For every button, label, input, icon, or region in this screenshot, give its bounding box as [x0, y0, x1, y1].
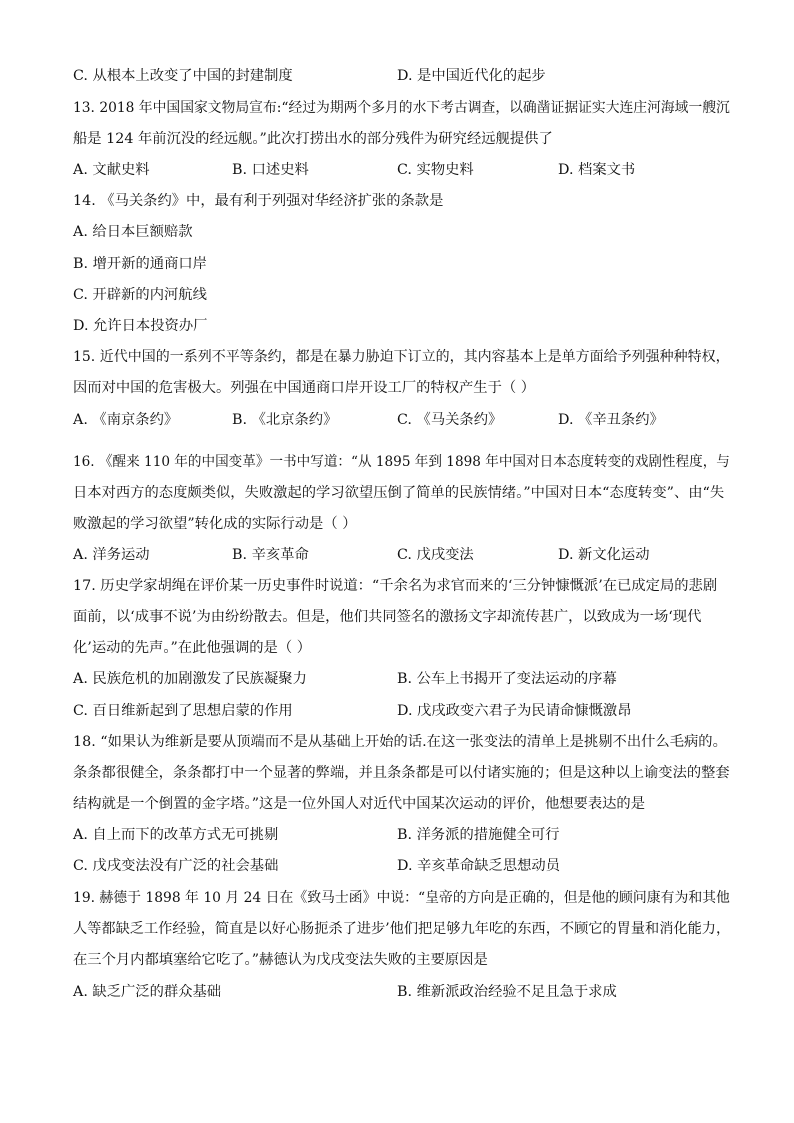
q17-stem-line-1: 17. 历史学家胡绳在评价某一历史事件时说道：“千余名为求官而来的‘三分钟慷慨派’在已成定局的悲剧	[73, 578, 718, 594]
q14-option-a: A. 给日本巨额赔款	[73, 224, 193, 240]
q16-option-b: B. 辛亥革命	[232, 547, 309, 563]
q15-stem-line-1: 15. 近代中国的一系列不平等条约，都是在暴力胁迫下订立的，其内容基本上是单方面给予列强种种特权，	[73, 349, 730, 365]
q13-option-b: B. 口述史料	[232, 162, 309, 178]
q18-option-c: C. 戊戌变法没有广泛的社会基础	[73, 858, 279, 874]
q14-option-c: C. 开辟新的内河航线	[73, 287, 207, 303]
q19-stem-line-1: 19. 赫德于 1898 年 10 月 24 日在《致马士函》中说：“皇帝的方向是正确的，但是他的顾问康有为和其他	[73, 890, 730, 906]
q15-option-b: B. 《北京条约》	[232, 412, 338, 428]
q16-stem-line-1: 16. 《醒来 110 年的中国变革》一书中写道：“从 1895 年到 1898 年中国对日本态度转变的戏剧性程度，与	[73, 454, 730, 470]
q14-option-b: B. 增开新的通商口岸	[73, 256, 207, 272]
q15-option-c: C. 《马关条约》	[397, 412, 503, 428]
q13-option-c: C. 实物史料	[397, 162, 474, 178]
q16-stem-line-2: 日本对西方的态度颇类似，失败激起的学习欲望压倒了简单的民族情绪。”中国对日本“态度转变”、由“失	[73, 485, 725, 501]
q17-stem-line-2: 面前，以‘成事不说’为由纷纷散去。但是，他们共同签名的激扬文字却流传甚广，以致成为一场‘现代	[73, 609, 702, 625]
q12-option-d: D. 是中国近代化的起步	[397, 68, 546, 84]
q19-option-a: A. 缺乏广泛的群众基础	[73, 984, 222, 1000]
q17-option-b: B. 公车上书揭开了变法运动的序幕	[397, 671, 617, 687]
q19-option-b: B. 维新派政治经验不足且急于求成	[397, 984, 617, 1000]
q12-option-c: C. 从根本上改变了中国的封建制度	[73, 68, 293, 84]
q13-option-d: D. 档案文书	[558, 162, 636, 178]
q17-option-d: D. 戊戌政变六君子为民请命慷慨激昂	[397, 703, 632, 719]
q18-option-d: D. 辛亥革命缺乏思想动员	[397, 858, 561, 874]
q18-option-a: A. 自上而下的改革方式无可挑剔	[73, 827, 279, 843]
q15-option-d: D. 《辛丑条约》	[558, 412, 664, 428]
q17-option-c: C. 百日维新起到了思想启蒙的作用	[73, 703, 293, 719]
q14-option-d: D. 允许日本投资办厂	[73, 318, 208, 334]
q16-option-a: A. 洋务运动	[73, 547, 150, 563]
q13-option-a: A. 文献史料	[73, 162, 150, 178]
q13-stem-line-1: 13. 2018 年中国国家文物局宣布:“经过为期两个多月的水下考古调查，以确凿证据证实大连庄河海域一艘沉	[73, 100, 730, 116]
q16-stem-line-3: 败激起的学习欲望”转化成的实际行动是（ ）	[73, 516, 357, 532]
q18-option-b: B. 洋务派的措施健全可行	[397, 827, 560, 843]
q18-stem-line-2: 条条都很健全，条条都打中一个显著的弊端，并且条条都是可以付诸实施的；但是这种以上谕变法的整套	[73, 765, 730, 781]
q17-stem-line-3: 化’运动的先声。”在此他强调的是（ ）	[73, 640, 311, 656]
q19-stem-line-2: 人等都缺乏工作经验，简直是以好心肠扼杀了进步’他们把足够九年吃的东西，不顾它的胃量和消化能力，	[73, 921, 731, 937]
q16-option-c: C. 戊戌变法	[397, 547, 474, 563]
q14-stem-line-1: 14. 《马关条约》中，最有利于列强对华经济扩张的条款是	[73, 193, 444, 209]
q15-option-a: A. 《南京条约》	[73, 412, 179, 428]
q15-stem-line-2: 因而对中国的危害极大。列强在中国通商口岸开设工厂的特权产生于（ ）	[73, 380, 536, 396]
q18-stem-line-1: 18. “如果认为维新是要从顶端而不是从基础上开始的话.在这一张变法的清单上是挑剔不出什么毛病的。	[73, 734, 727, 750]
q19-stem-line-3: 在三个月内都填塞给它吃了。”赫德认为戊戌变法失败的主要原因是	[73, 952, 488, 968]
q18-stem-line-3: 结构就是一个倒置的金字塔。”这是一位外国人对近代中国某次运动的评价，他想要表达的是	[73, 796, 646, 812]
q13-stem-line-2: 船是 124 年前沉没的经远舰。”此次打捞出水的部分残件为研究经远舰提供了	[73, 131, 553, 147]
q16-option-d: D. 新文化运动	[558, 547, 650, 563]
q17-option-a: A. 民族危机的加剧激发了民族凝聚力	[73, 671, 307, 687]
